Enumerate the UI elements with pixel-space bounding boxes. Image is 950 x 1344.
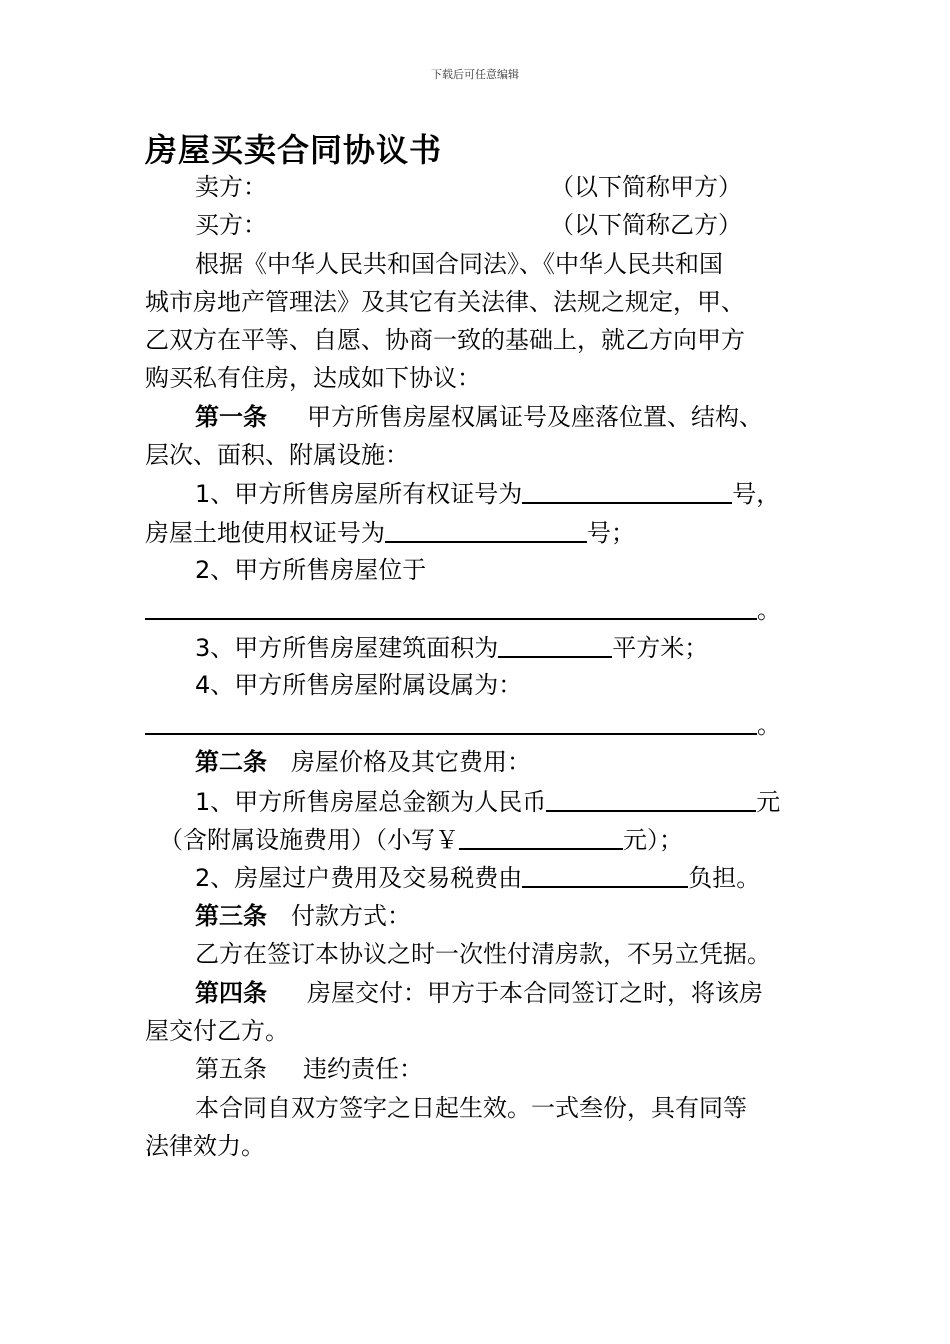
article3-body: 乙方在签订本协议之时一次性付清房款，不另立凭据。: [195, 940, 771, 968]
article5-body: 法律效力。: [145, 1132, 265, 1160]
article4-heading: 第四条: [195, 979, 267, 1007]
item-text: 2、房屋过户费用及交易税费由: [195, 864, 523, 892]
item-text: 3、甲方所售房屋建筑面积为: [195, 634, 499, 662]
buyer-note: （以下简称乙方）: [550, 211, 742, 239]
buyer-line: [145, 206, 810, 244]
article5-body: 本合同自双方签字之日起生效。一式叁份，具有同等: [195, 1094, 747, 1122]
item-text: 房屋土地使用权证号为: [145, 519, 385, 547]
article1-item3: [145, 628, 810, 666]
article3-text: 付款方式：: [291, 902, 411, 930]
item-text: 1、甲方所售房屋总金额为人民币: [195, 788, 547, 816]
address-blank: [145, 590, 757, 620]
article2-text: 房屋价格及其它费用：: [291, 748, 531, 776]
article2-item2: [145, 858, 810, 896]
item-text: 号；: [587, 519, 635, 547]
article5-text: 违约责任：: [303, 1055, 423, 1083]
land-certificate-blank: [385, 513, 587, 543]
article4-line: 屋交付乙方。: [145, 1017, 289, 1045]
article2-item1: [145, 782, 810, 820]
area-blank: [498, 628, 612, 658]
article1-item1-cont: [145, 513, 810, 551]
article1-line: 层次、面积、附属设施：: [145, 441, 409, 469]
article3-heading: 第三条: [195, 902, 267, 930]
article5-heading: 第五条: [195, 1055, 267, 1083]
item-text: 号，: [732, 480, 781, 508]
fee-payer-blank: [522, 858, 688, 888]
seller-note: （以下简称甲方）: [550, 173, 742, 201]
item-text: 。: [757, 596, 781, 624]
item-text: 1、甲方所售房屋所有权证号为: [195, 480, 523, 508]
article1-line: [145, 398, 810, 436]
address-line: [145, 590, 810, 628]
article2-item1-cont: [145, 820, 810, 858]
article2-heading: 第二条: [195, 748, 267, 776]
price-figures-blank: [459, 820, 623, 850]
article2-line: [145, 743, 810, 781]
item-text: 负担。: [688, 864, 761, 892]
article4-text: 房屋交付：甲方于本合同签订之时，将该房: [307, 979, 763, 1007]
seller-label: 卖方：: [195, 173, 267, 201]
article1-text: 甲方所售房屋权属证号及座落位置、结构、: [307, 403, 763, 431]
header-note: 下载后可任意编辑: [431, 68, 519, 81]
item-text: （含附属设施费用）（小写￥: [159, 826, 459, 854]
article1-item1: [145, 474, 810, 512]
article1-heading: 第一条: [195, 403, 267, 431]
total-price-blank: [546, 782, 756, 812]
preamble-line: 城市房地产管理法》及其它有关法律、法规之规定，甲、: [145, 288, 745, 316]
facilities-blank: [145, 705, 757, 735]
certificate-number-blank: [522, 474, 732, 504]
facilities-line: [145, 705, 810, 743]
article1-item2: 2、甲方所售房屋位于: [195, 556, 427, 584]
article5-line: [145, 1050, 810, 1088]
item-text: 元: [756, 788, 781, 816]
item-text: 平方米；: [612, 634, 709, 662]
buyer-label: 买方：: [195, 211, 267, 239]
article1-item4: 4、甲方所售房屋附属设属为：: [195, 671, 523, 699]
preamble-line: 购买私有住房，达成如下协议：: [145, 364, 481, 392]
seller-line: [145, 168, 810, 206]
document-title: 房屋买卖合同协议书: [145, 131, 443, 169]
preamble-line: 根据《中华人民共和国合同法》、《中华人民共和国: [195, 250, 723, 278]
preamble-line: 乙双方在平等、自愿、协商一致的基础上，就乙方向甲方: [145, 326, 745, 354]
article4-line: [145, 974, 810, 1012]
item-text: 元）；: [623, 826, 683, 854]
article3-line: [145, 897, 810, 935]
item-text: 。: [757, 711, 781, 739]
